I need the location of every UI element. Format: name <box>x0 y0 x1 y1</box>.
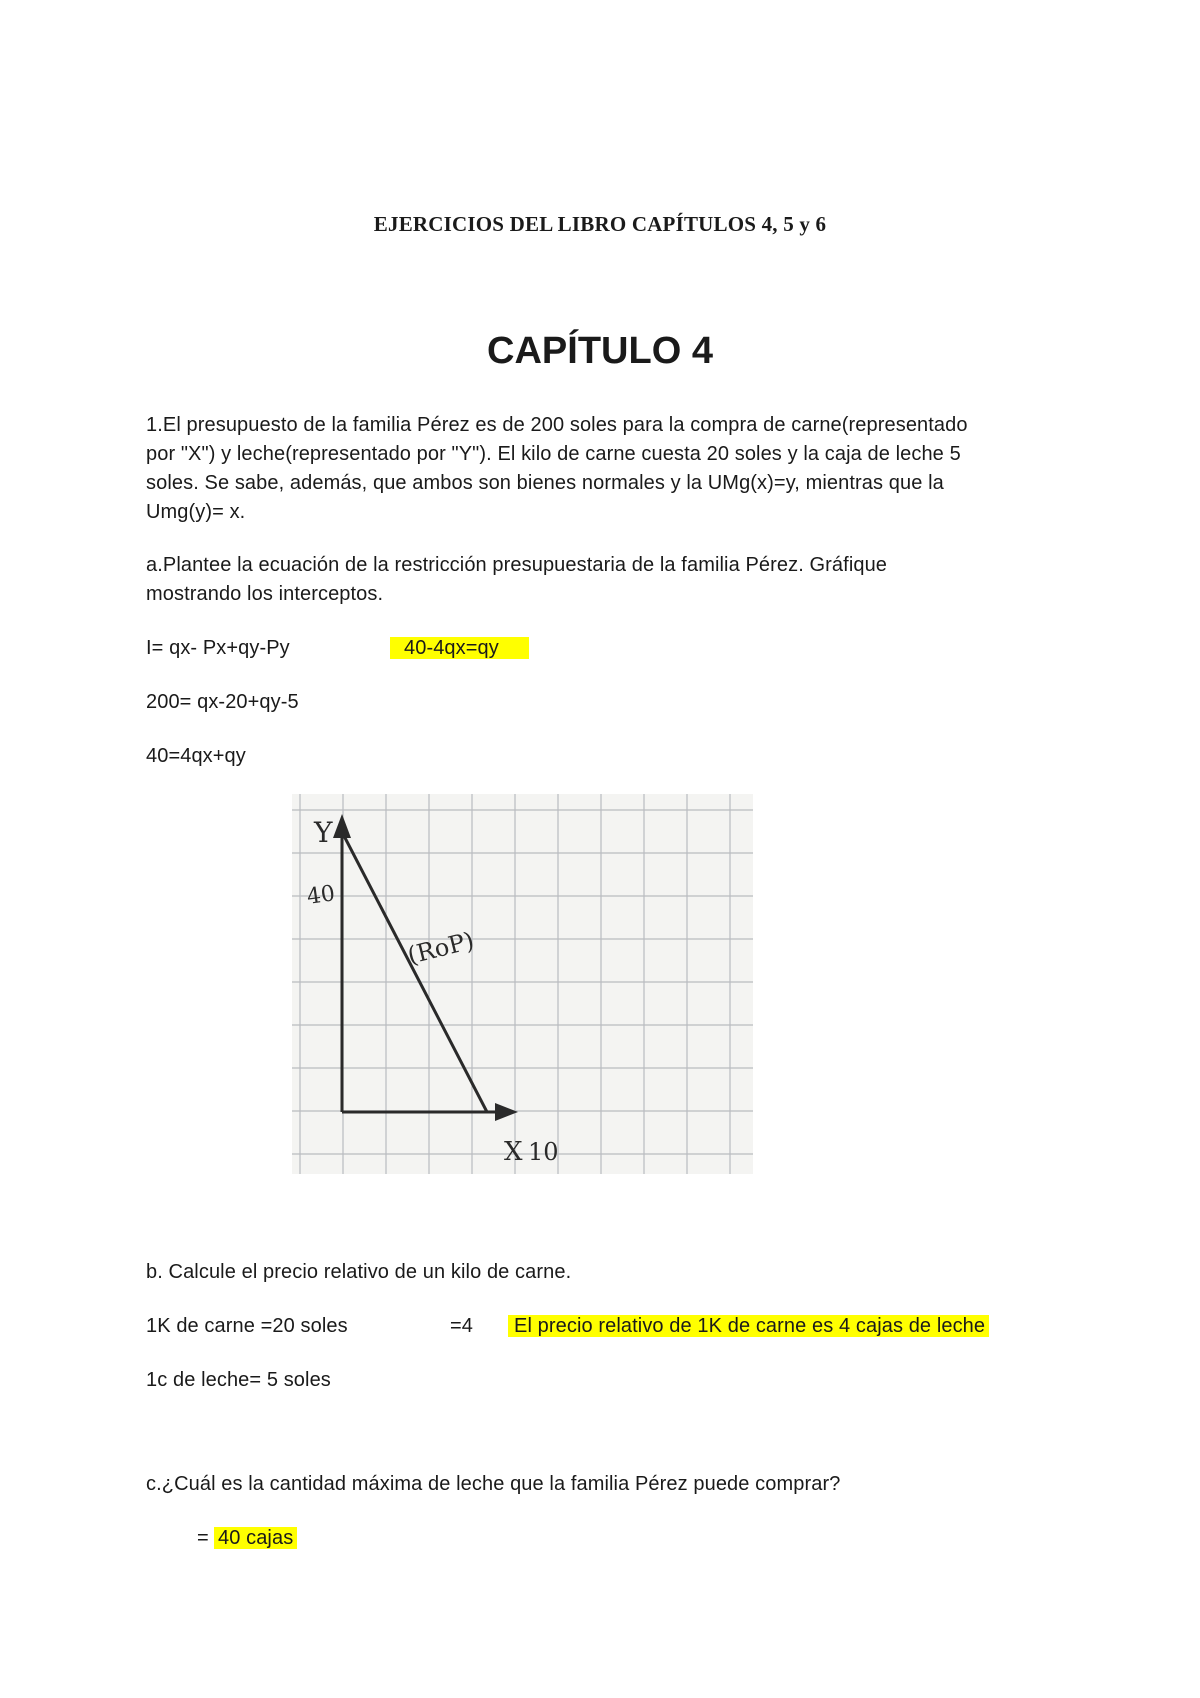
equation-income: I= qx- Px+qy-Py <box>146 637 290 659</box>
part-c-prefix: = <box>197 1527 209 1549</box>
part-a-question-line: mostrando los interceptos. <box>146 583 384 605</box>
x-intercept-label: 10 <box>528 1138 559 1166</box>
problem-line: Umg(y)= x. <box>146 501 246 523</box>
part-b-answer-line <box>508 1312 989 1341</box>
problem-line: 1.El presupuesto de la familia Pérez es de 200 soles para la compra de carne(representado <box>146 414 968 436</box>
highlighted-answer: El precio relativo de 1K de carne es 4 cajas de leche <box>508 1315 989 1337</box>
highlighted-equation: 40-4qx=qy <box>390 637 529 659</box>
x-axis-label: X <box>504 1137 523 1167</box>
part-a-question-line: a.Plantee la ecuación de la restricción presupuestaria de la familia Pérez. Gráfique <box>146 554 888 576</box>
chapter-title: CAPÍTULO 4 <box>487 330 713 372</box>
budget-constraint-figure <box>292 794 753 1174</box>
problem-line: soles. Se sabe, además, que ambos son bienes normales y la UMg(x)=y, mientras que la <box>146 472 944 494</box>
equation-substituted: 200= qx-20+qy-5 <box>146 691 299 713</box>
part-b-meat-price: 1K de carne =20 soles <box>146 1315 348 1337</box>
graph-grid <box>292 794 753 1174</box>
part-b-question: b. Calcule el precio relativo de un kilo de carne. <box>146 1261 572 1283</box>
problem-line: por "X") y leche(representado por "Y"). El kilo de carne cuesta 20 soles y la caja de leche 5 <box>146 443 961 465</box>
equation-simplified: 40=4qx+qy <box>146 745 246 767</box>
graph-paper-sketch <box>292 794 753 1174</box>
budget-line-label: (RoP) <box>404 926 477 970</box>
part-b-milk-price: 1c de leche= 5 soles <box>146 1369 331 1391</box>
y-intercept-label: 40 <box>305 881 337 910</box>
y-axis-label: Y <box>314 816 333 849</box>
budget-line <box>342 832 487 1112</box>
part-c-question: c.¿Cuál es la cantidad máxima de leche que la familia Pérez puede comprar? <box>146 1473 841 1495</box>
equation-highlight <box>390 634 529 663</box>
part-c-answer-line <box>214 1524 297 1553</box>
part-b-ratio: =4 <box>450 1315 474 1337</box>
highlighted-answer: 40 cajas <box>214 1527 297 1549</box>
document-header: EJERCICIOS DEL LIBRO CAPÍTULOS 4, 5 y 6 <box>373 212 827 236</box>
